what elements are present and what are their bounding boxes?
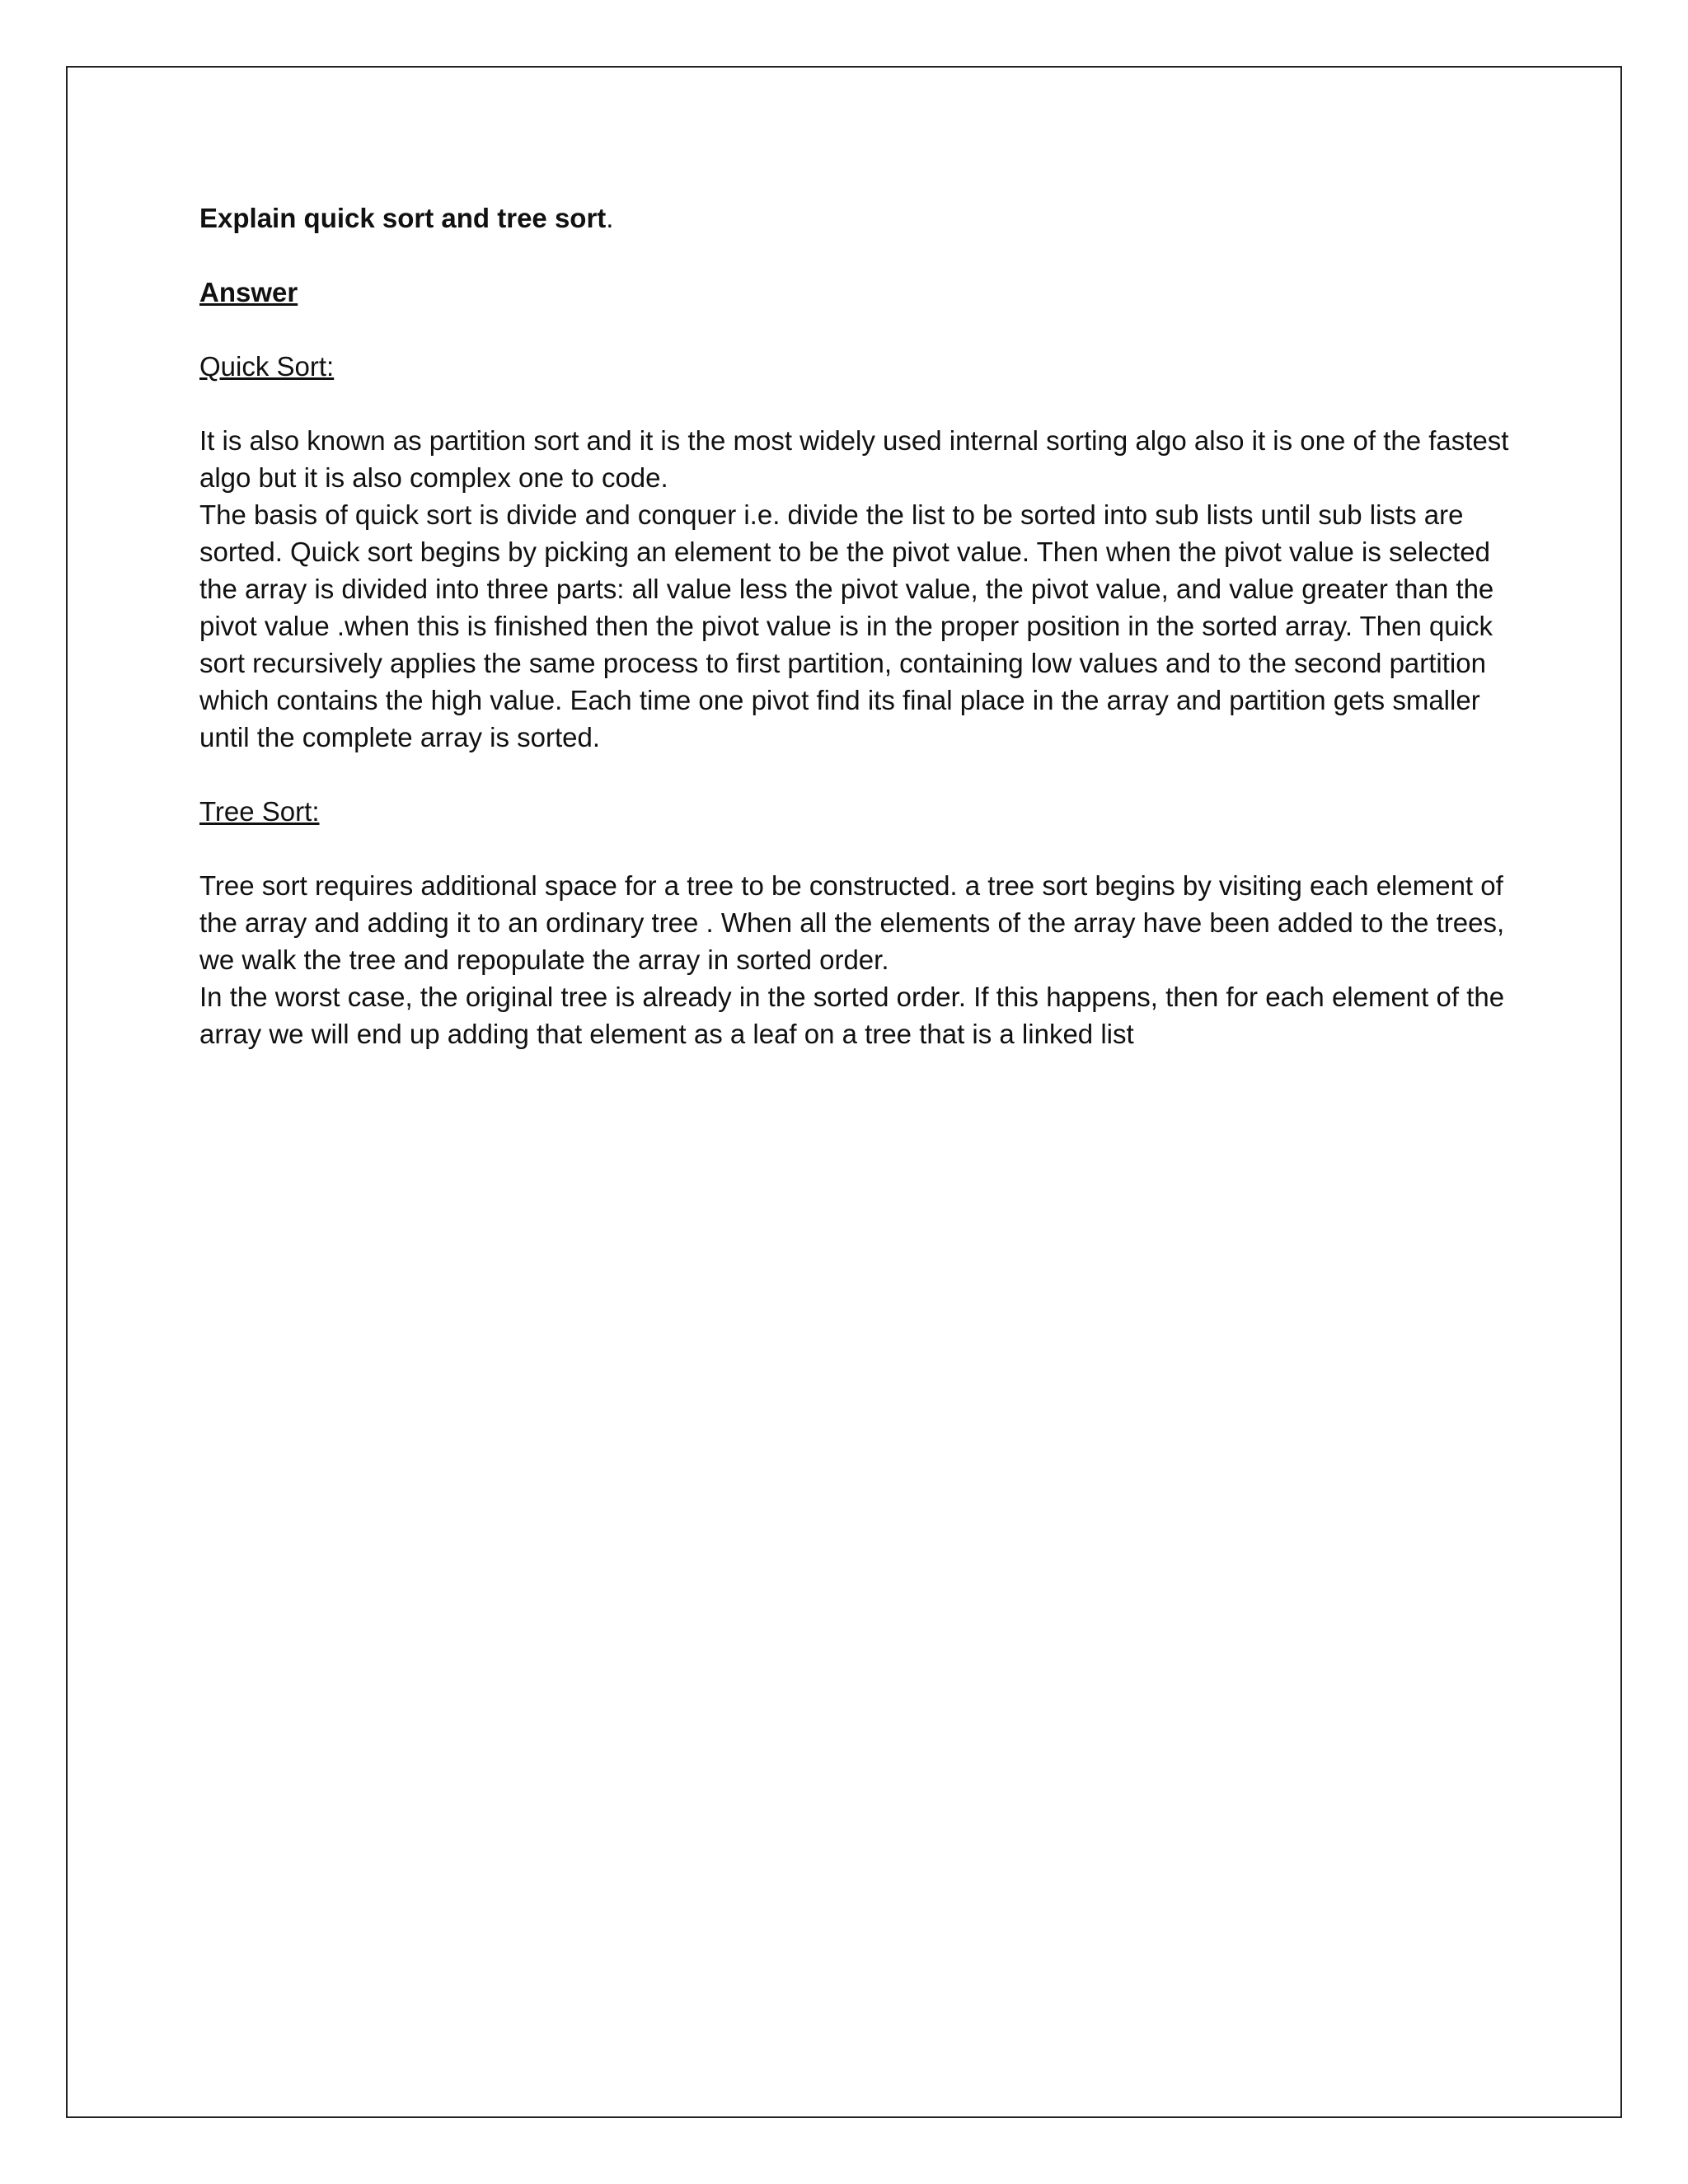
quick-sort-paragraph-1: It is also known as partition sort and it is the most widely used internal sorting algo also it is one of the fastest algo but it is also complex one to code. <box>199 425 1509 493</box>
quick-sort-heading: Quick Sort: <box>199 351 335 382</box>
question-heading <box>199 199 1518 237</box>
document-body <box>199 199 1518 1052</box>
tree-sort-heading: Tree Sort: <box>199 796 320 827</box>
tree-sort-paragraph-2: In the worst case, the original tree is already in the sorted order. If this happens, then for each element of the array we will end up adding that element as a leaf on a tree that is a linked list <box>199 982 1505 1049</box>
tree-sort-paragraph-1: Tree sort requires additional space for a tree to be constructed. a tree sort begins by visiting each element of the array and adding it to an ordinary tree . When all the elements of the array have been added to the trees, we walk the tree and repopulate the array in sorted order. <box>199 870 1505 975</box>
quick-sort-paragraph-2: The basis of quick sort is divide and conquer i.e. divide the list to be sorted into sub lists until sub lists are sorted. Quick sort begins by picking an element to be the pivot value. Then when the pivot value is selected the array is divided into three parts: all value less the pivot value, the pivot value, and value greater than the pivot value .when this is finished then the pivot value is in the proper position in the sorted array. Then quick sort recursively applies the same process to first partition, containing low values and to the second partition which contains the high value. Each time one pivot find its final place in the array and partition gets smaller until the complete array is sorted. <box>199 499 1494 752</box>
question-period: . <box>606 203 614 233</box>
question-text: Explain quick sort and tree sort <box>199 203 607 233</box>
answer-label: Answer <box>199 277 298 307</box>
